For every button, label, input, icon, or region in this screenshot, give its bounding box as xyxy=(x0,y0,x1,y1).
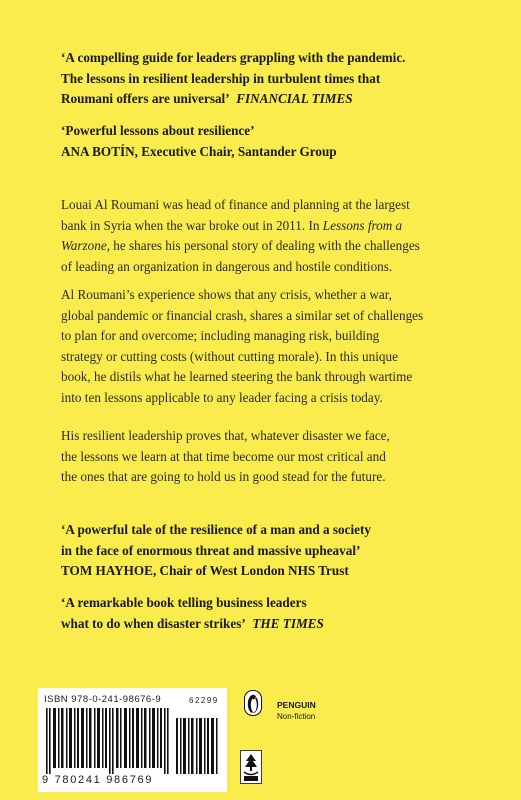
quote-line: ‘Powerful lessons about resilience’ xyxy=(61,123,255,138)
para-line: into ten lessons applicable to any leader facing a crisis today. xyxy=(61,389,383,405)
quote-the-times xyxy=(61,593,481,634)
quote-line xyxy=(61,614,481,635)
quote-source: FINANCIAL TIMES xyxy=(236,91,353,106)
quote-line: The lessons in resilient leadership in turbulent times that xyxy=(61,70,381,86)
para-line: the ones that are going to hold us in good stead for the future. xyxy=(61,469,386,484)
quote-source: THE TIMES xyxy=(252,615,324,631)
barcode-digits: 9 780241 986769 xyxy=(42,774,154,786)
book-title: Warzone xyxy=(61,238,107,253)
fsc-logo-icon xyxy=(240,750,262,784)
para-text: bank in Syria when the war broke out in 2011. In xyxy=(61,217,323,233)
para-line: His resilient leadership proves that, whatever disaster we face, xyxy=(61,428,390,443)
quote-line: ‘A powerful tale of the resilience of a man and a society xyxy=(61,522,371,537)
book-category: Non-fiction xyxy=(277,712,316,721)
book-title: Lessons from a xyxy=(322,217,403,233)
para-line: Al Roumani’s experience shows that any crisis, whether a war, xyxy=(61,287,392,302)
quote-financial-times xyxy=(61,48,481,110)
para-line: book, he distils what he learned steering the bank through wartime xyxy=(61,369,413,384)
para-line: strategy or cutting costs (without cutting morale). In this unique xyxy=(61,348,398,364)
quote-text: what to do when disaster strikes’ xyxy=(61,615,246,631)
para-line xyxy=(61,216,481,237)
quote-ana-botin xyxy=(61,121,481,162)
quote-line: ‘A compelling guide for leaders grappling with the pandemic. xyxy=(61,50,406,65)
para-line: to plan for and overcome; including managing risk, building xyxy=(61,328,380,343)
barcode-icon xyxy=(46,708,220,774)
penguin-logo-icon xyxy=(244,690,262,716)
quote-line: ‘A remarkable book telling business leaders xyxy=(61,595,307,610)
quote-line xyxy=(61,89,481,110)
para-line xyxy=(61,236,481,257)
para-line: Louai Al Roumani was head of finance and planning at the largest xyxy=(61,197,410,212)
para-text: , he shares his personal story of dealing with the challenges xyxy=(106,238,420,253)
para-line: the lessons we learn at that time become our most critical and xyxy=(61,448,386,464)
quote-tom-hayhoe xyxy=(61,520,481,582)
quote-attribution: TOM HAYHOE, Chair of West London NHS Trust xyxy=(61,563,349,578)
quote-text: Roumani offers are universal’ xyxy=(61,91,230,106)
paragraph-intro xyxy=(61,195,481,277)
barcode-addon-digits: 62299 xyxy=(189,696,219,705)
barcode-panel xyxy=(38,688,227,792)
isbn-text: ISBN 978-0-241-98676-9 xyxy=(44,694,162,705)
quote-line: in the face of enormous threat and massive upheaval’ xyxy=(61,542,361,558)
para-line: of leading an organization in dangerous and hostile conditions. xyxy=(61,258,393,274)
paragraph-resilience xyxy=(61,426,481,488)
quote-attribution: ANA BOTÍN, Executive Chair, Santander Group xyxy=(61,143,337,159)
paragraph-experience xyxy=(61,285,481,408)
para-line: global pandemic or financial crash, shares a similar set of challenges xyxy=(61,307,424,323)
publisher-name: PENGUIN xyxy=(277,700,316,710)
